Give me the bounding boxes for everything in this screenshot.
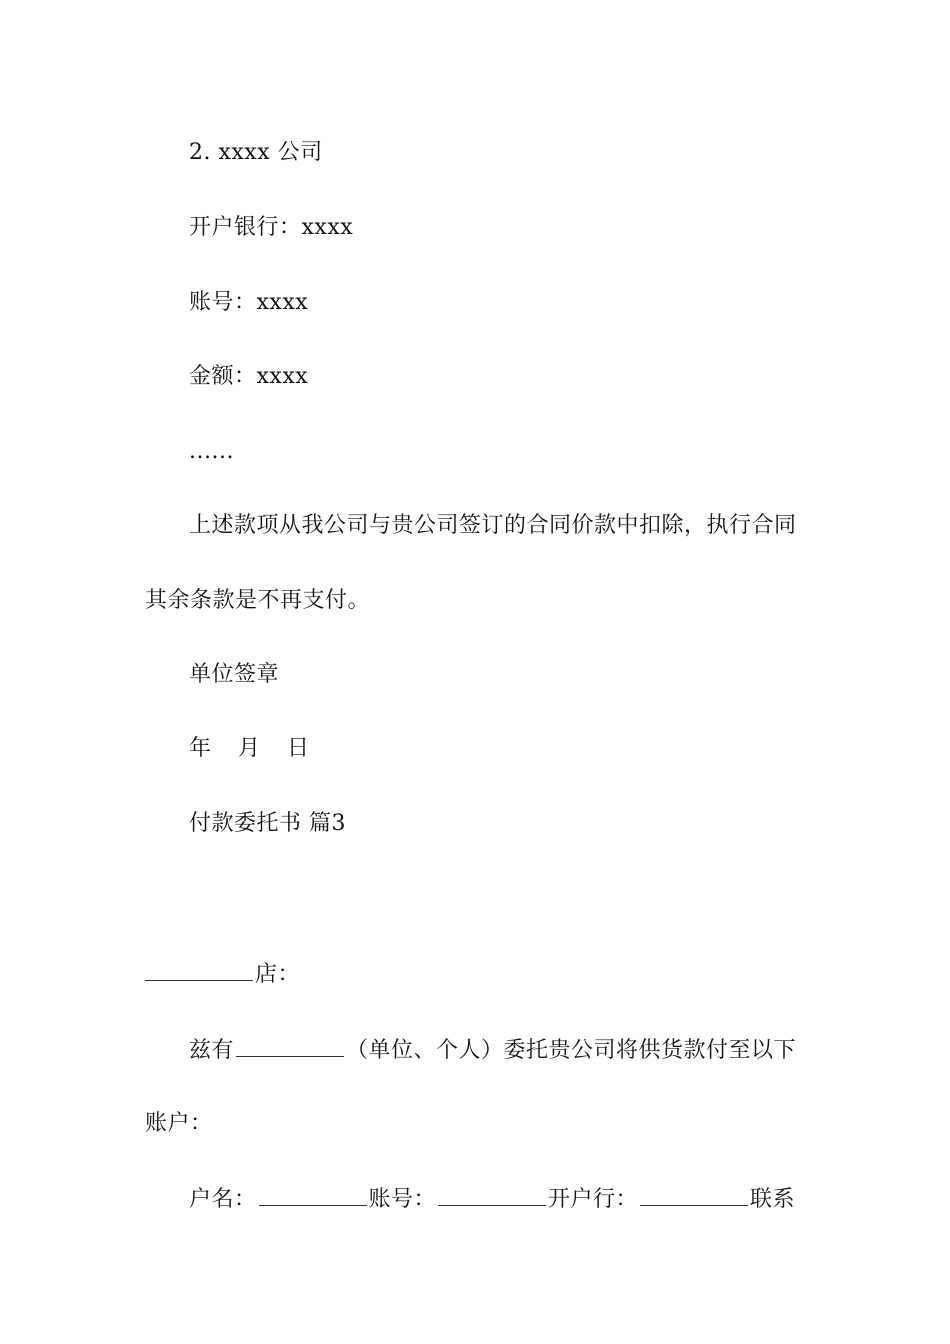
field-name-label: 户名： bbox=[189, 1187, 257, 1212]
entrust-blank bbox=[236, 1034, 344, 1057]
store-line bbox=[145, 958, 300, 990]
bank-blank bbox=[640, 1183, 748, 1206]
account-blank bbox=[438, 1183, 546, 1206]
paragraph-1-line-1: 上述款项从我公司与贵公司签订的合同价款中扣除，执行合同 bbox=[189, 513, 797, 538]
amount-line: 金额：xxxx bbox=[189, 364, 309, 389]
field-bank-label: 开户行： bbox=[548, 1187, 639, 1212]
paragraph-2-prefix: 兹有 bbox=[189, 1038, 235, 1063]
paragraph-2-rest: （单位、个人）委托贵公司将供货款付至以下 bbox=[346, 1038, 797, 1063]
seal-label: 单位签章 bbox=[189, 662, 280, 687]
field-account-label: 账号： bbox=[368, 1187, 437, 1212]
paragraph-2-line-1 bbox=[189, 1034, 796, 1066]
paragraph-2-line-2: 账户： bbox=[145, 1111, 213, 1136]
name-blank bbox=[259, 1183, 367, 1206]
field-contact-label: 联系 bbox=[750, 1187, 796, 1212]
store-suffix: 店： bbox=[255, 962, 301, 987]
bank-line: 开户银行：xxxx bbox=[189, 215, 354, 240]
account-fields-line bbox=[189, 1183, 795, 1215]
section-title: 付款委托书 篇3 bbox=[189, 811, 346, 836]
item2-title: 2. xxxx 公司 bbox=[189, 140, 323, 165]
date-line: 年 月 日 bbox=[189, 736, 319, 761]
paragraph-1-line-2: 其余条款是不再支付。 bbox=[145, 588, 371, 613]
ellipsis: ...... bbox=[189, 439, 234, 464]
account-line: 账号：xxxx bbox=[189, 290, 309, 315]
store-blank bbox=[145, 958, 253, 981]
